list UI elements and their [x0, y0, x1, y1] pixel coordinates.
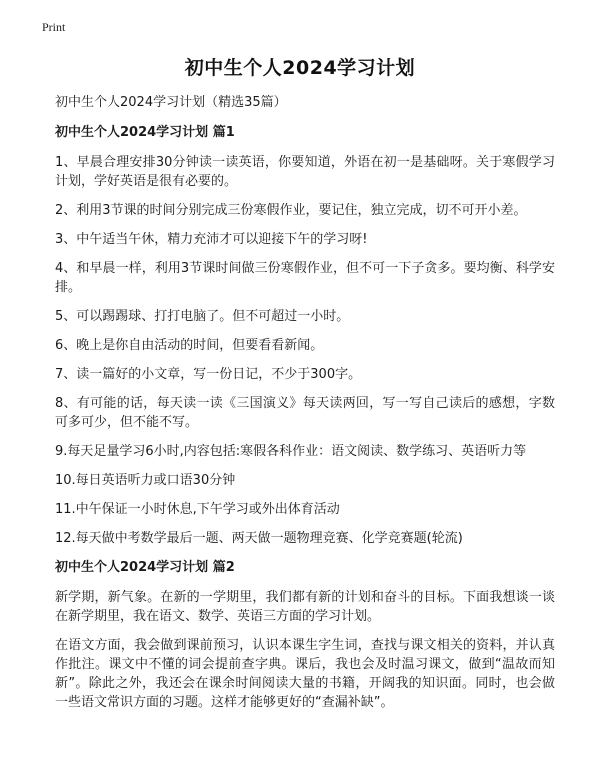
document-subtitle: 初中生个人2024学习计划（精选35篇） [55, 95, 287, 110]
section-1 [55, 123, 555, 548]
paragraph: 4、和早晨一样，利用3节课时间做三份寒假作业，但不可一下子贪多。要均衡、科学安排。 [55, 261, 555, 295]
section-heading: 初中生个人2024学习计划 篇2 [55, 560, 235, 575]
paragraph: 8、有可能的话，每天读一读《三国演义》每天读两回，写一写自己读后的感想，字数可多可少，但不能不写。 [55, 396, 555, 430]
paragraph: 在语文方面，我会做到课前预习，认识本课生字生词，查找与课文相关的资料，并认真作批注。课文中不懂的词会提前查字典。课后，我也会及时温习课文，做到“温故而知新”。除此之外，我还会在课余时间阅读大量的书籍，开阔我的知识面。同时，也会做一些语文常识方面的习题。这样才能够更好的“查漏补缺”。 [55, 638, 555, 710]
paragraph: 12.每天做中考数学最后一题、两天做一题物理竞赛、化学竞赛题(轮流) [55, 531, 463, 546]
document-title: 初中生个人2024学习计划 [184, 57, 416, 79]
paragraph: 9.每天足量学习6小时,内容包括:寒假各科作业：语文阅读、数学练习、英语听力等 [55, 444, 527, 459]
paragraph: 11.中午保证一小时休息,下午学习或外出体育活动 [55, 502, 340, 517]
section-heading: 初中生个人2024学习计划 篇1 [55, 125, 235, 140]
section-2 [55, 558, 555, 712]
print-label[interactable]: Print [42, 20, 66, 34]
paragraph: 3、中午适当午休，精力充沛才可以迎接下午的学习呀! [55, 232, 368, 247]
paragraph: 1、早晨合理安排30分钟读一读英语，你要知道，外语在初一是基础呀。关于寒假学习计划，学好英语是很有必要的。 [55, 155, 555, 189]
paragraph: 7、读一篇好的小文章，写一份日记，不少于300字。 [55, 367, 362, 382]
paragraph: 5、可以踢踢球、打打电脑了。但不可超过一小时。 [55, 309, 350, 324]
document-body [55, 93, 555, 722]
paragraph: 6、晚上是你自由活动的时间，但要看看新闻。 [55, 338, 324, 353]
paragraph: 2、利用3节课的时间分别完成三份寒假作业，要记住，独立完成，切不可开小差。 [55, 203, 527, 218]
paragraph: 新学期，新气象。在新的一学期里，我们都有新的计划和奋斗的目标。下面我想谈一谈在新学期里，我在语文、数学、英语三方面的学习计划。 [55, 590, 555, 624]
paragraph: 10.每日英语听力或口语30分钟 [55, 473, 236, 488]
